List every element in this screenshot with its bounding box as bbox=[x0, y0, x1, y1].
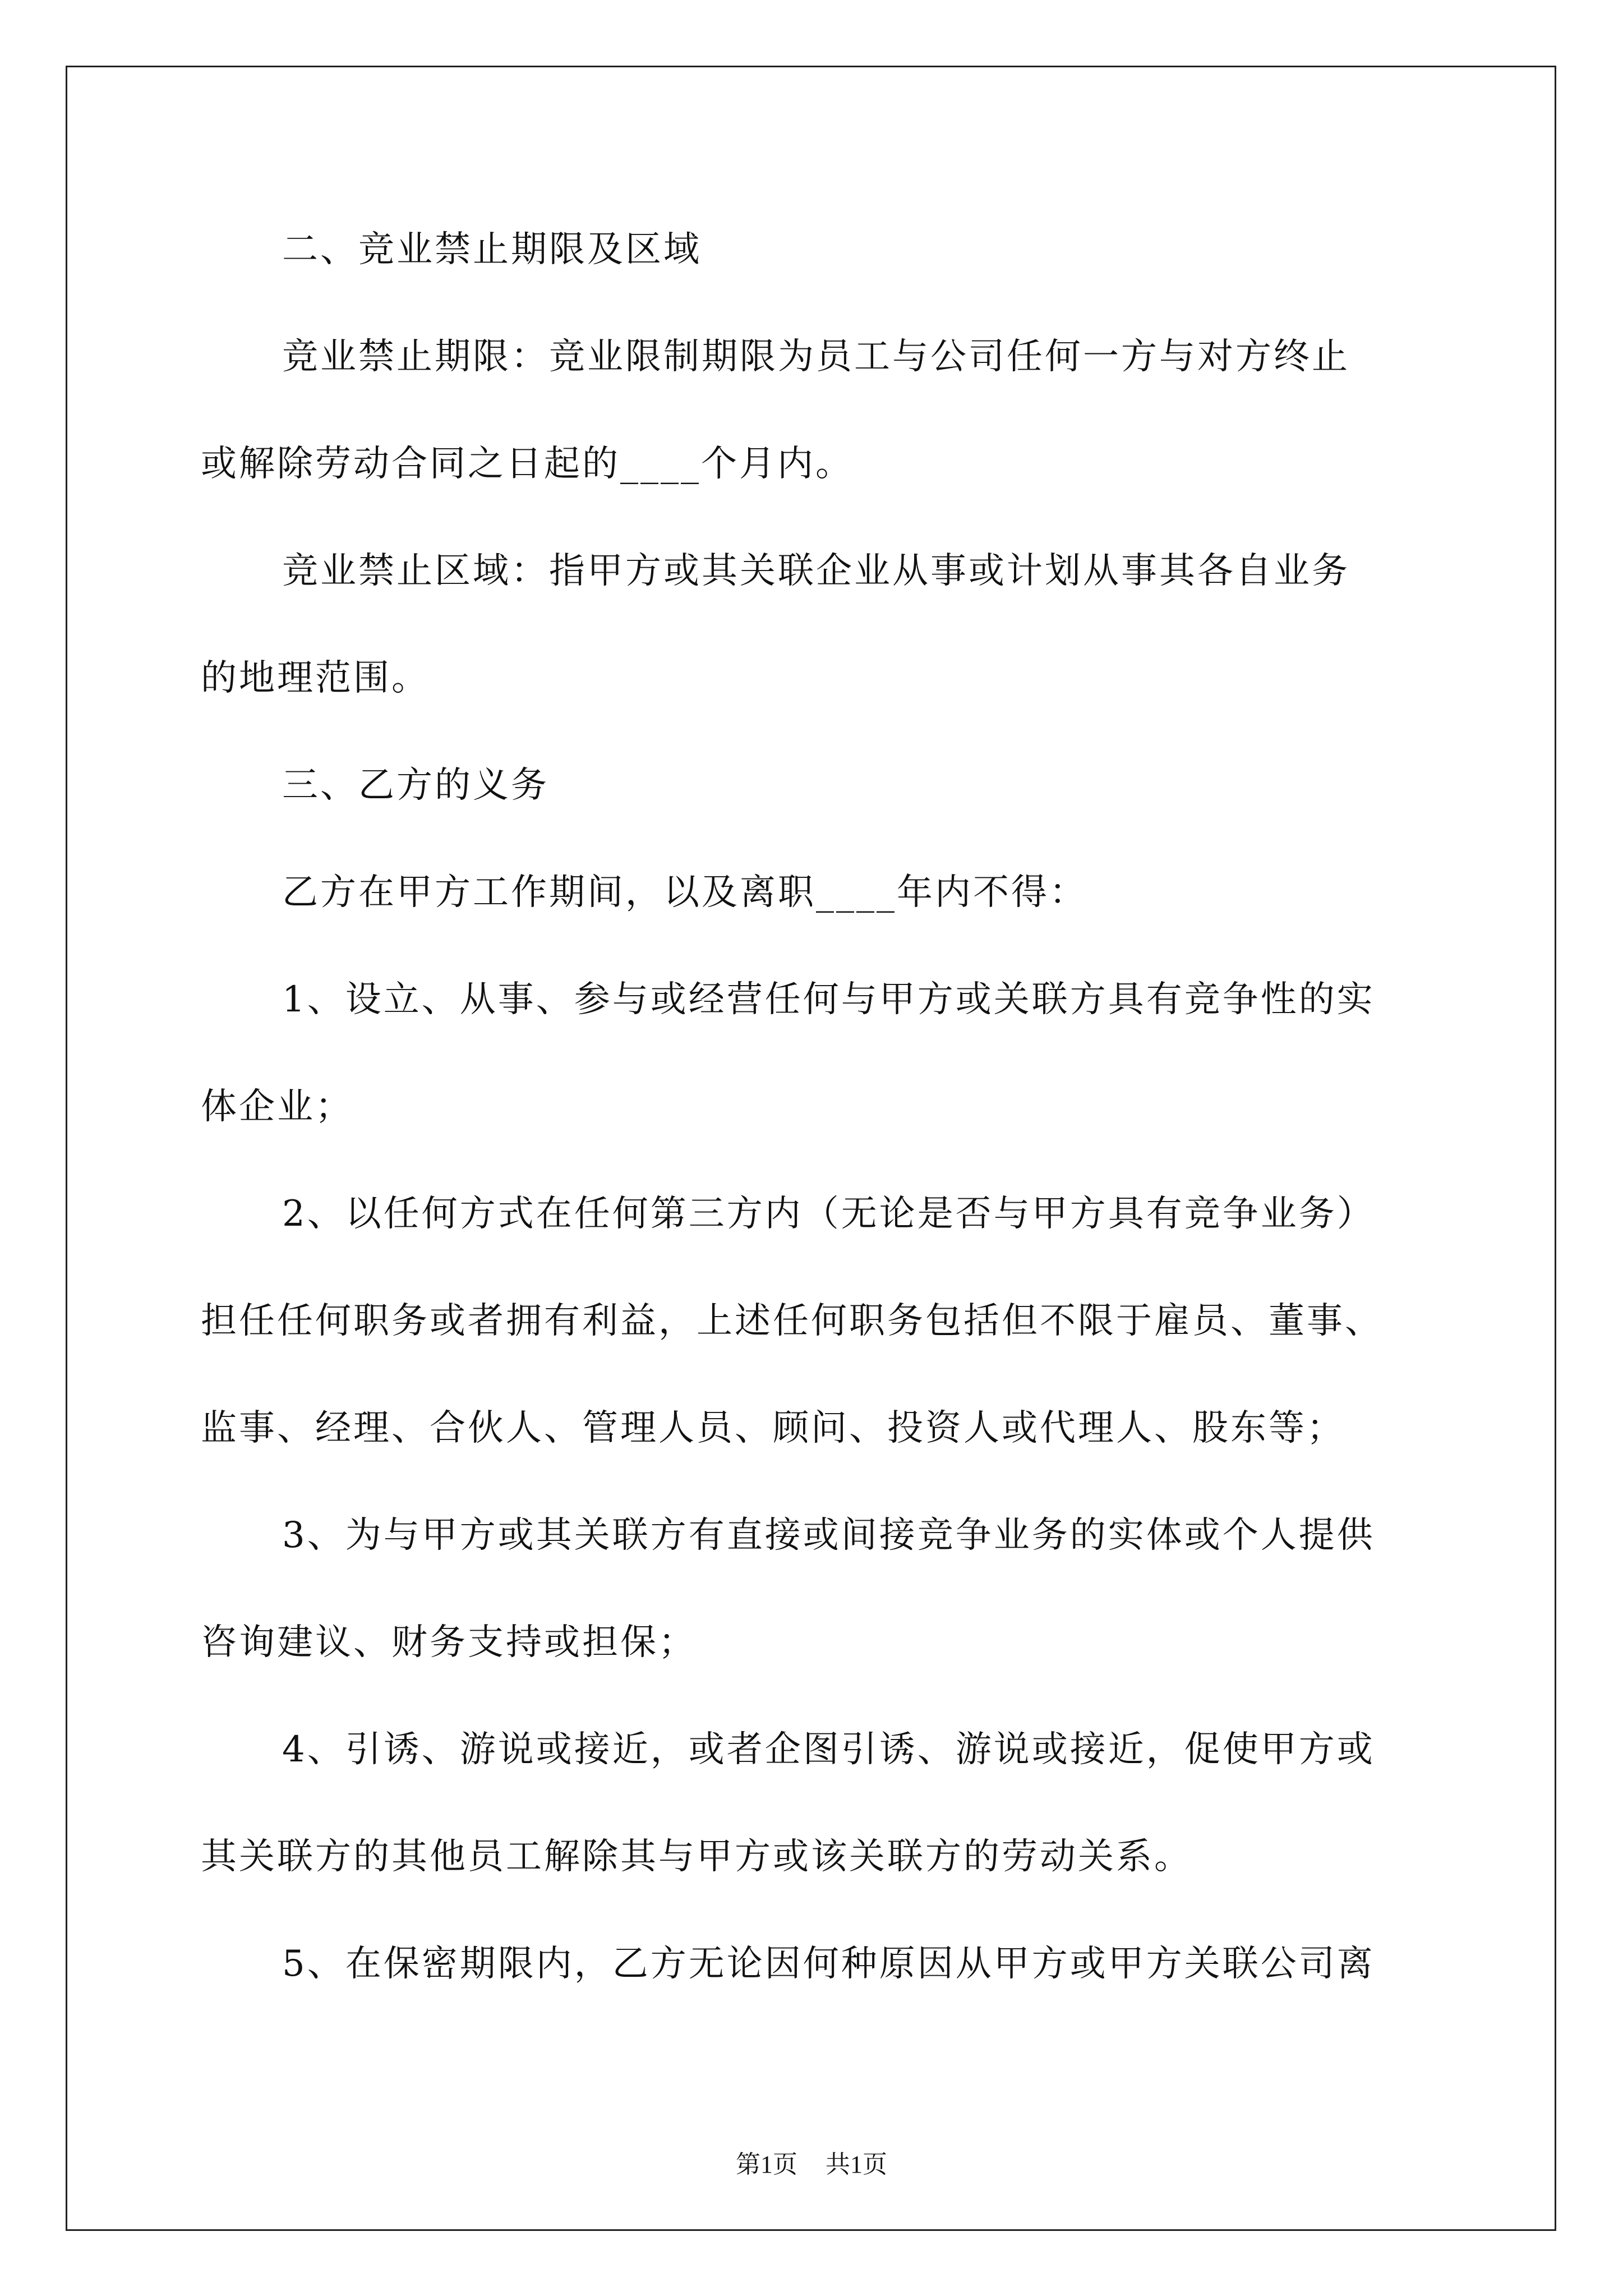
paragraph-line: 担任任何职务或者拥有利益，上述任何职务包括但不限于雇员、董事、 bbox=[201, 1300, 1383, 1342]
heading-non-compete-period-area: 二、竞业禁止期限及区域 bbox=[282, 229, 702, 270]
paragraph-line: 的地理范围。 bbox=[201, 657, 430, 699]
paragraph-line: 监事、经理、合伙人、管理人员、顾问、投资人或代理人、股东等； bbox=[201, 1407, 1345, 1449]
paragraph-line: 或解除劳动合同之日起的____个月内。 bbox=[201, 443, 854, 485]
page-footer bbox=[0, 2144, 1623, 2180]
list-item-5: 5、在保密期限内，乙方无论因何种原因从甲方或甲方关联公司离 bbox=[282, 1943, 1375, 1985]
paragraph-line: 竞业禁止区域：指甲方或其关联企业从事或计划从事其各自业务 bbox=[282, 550, 1350, 592]
page-border bbox=[66, 66, 1556, 2231]
list-item-4: 4、引诱、游说或接近，或者企图引诱、游说或接近，促使甲方或 bbox=[282, 1729, 1375, 1770]
page-number: 第1页 bbox=[736, 2151, 797, 2178]
list-item-1: 1、设立、从事、参与或经营任何与甲方或关联方具有竞争性的实 bbox=[282, 979, 1375, 1020]
page-total: 共1页 bbox=[826, 2151, 887, 2178]
paragraph-line: 竞业禁止期限：竞业限制期限为员工与公司任何一方与对方终止 bbox=[282, 336, 1350, 378]
list-item-2: 2、以任何方式在任何第三方内（无论是否与甲方具有竞争业务） bbox=[282, 1193, 1375, 1235]
paragraph-line: 咨询建议、财务支持或担保； bbox=[201, 1622, 697, 1663]
paragraph-line: 体企业； bbox=[201, 1086, 353, 1128]
list-item-3: 3、为与甲方或其关联方有直接或间接竞争业务的实体或个人提供 bbox=[282, 1515, 1375, 1556]
heading-party-b-obligations: 三、乙方的义务 bbox=[282, 765, 549, 806]
paragraph-line: 乙方在甲方工作期间，以及离职____年内不得： bbox=[282, 872, 1087, 913]
paragraph-line: 其关联方的其他员工解除其与甲方或该关联方的劳动关系。 bbox=[201, 1836, 1192, 1878]
